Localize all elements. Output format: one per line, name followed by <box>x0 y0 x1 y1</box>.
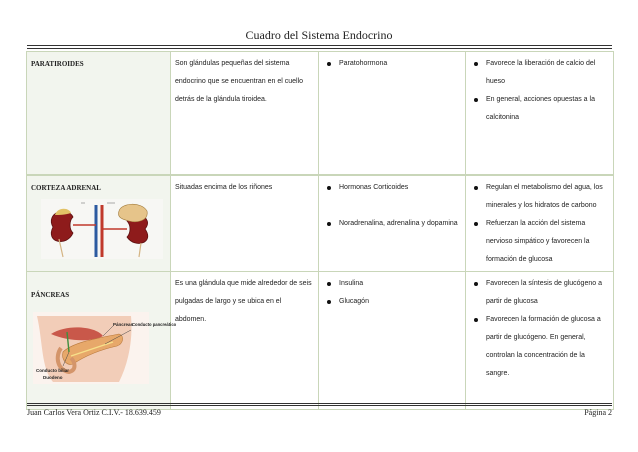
hormone-item: Glucagón <box>323 293 461 311</box>
right-adrenal-shape <box>118 204 147 221</box>
hormone-item: Insulina <box>323 275 461 293</box>
function-item: Favorecen la síntesis de glucógeno a partir de glucosa <box>470 275 609 311</box>
header-rule <box>27 45 612 46</box>
endocrine-table <box>26 51 614 410</box>
hormone-item: Paratohormona <box>323 55 461 73</box>
description-text: Es una glándula que mide alrededor de seis pulgadas de largo y se ubica en el abdomen. <box>175 280 312 323</box>
hormone-item: Noradrenalina, adrenalina y dopamina <box>323 215 461 233</box>
description-cell <box>171 175 319 272</box>
organ-cell <box>27 175 171 272</box>
hormones-cell <box>319 272 466 410</box>
organ-name: CORTEZA ADRENAL <box>31 184 101 192</box>
page-title: Cuadro del Sistema Endocrino <box>245 28 393 42</box>
function-item: En general, acciones opuestas a la calcitonina <box>470 91 609 127</box>
function-item: Refuerzan la acción del sistema nervioso simpático y favorecen la formación de glucosa <box>470 215 609 269</box>
hormones-cell <box>319 52 466 176</box>
pancreas-illustration <box>33 312 177 384</box>
footer-rule <box>27 403 612 404</box>
hormones-cell <box>319 175 466 272</box>
description-text: Situadas encima de los riñones <box>175 184 273 191</box>
description-text: Son glándulas pequeñas del sistema endocrino que se encuentran en el cuello detrás de la glándula tiroidea. <box>175 60 304 103</box>
functions-cell <box>466 175 614 272</box>
function-item: Regulan el metabolismo del agua, los minerales y los hidratos de carbono <box>470 179 609 215</box>
description-cell <box>171 272 319 410</box>
table-row-paratiroides <box>27 52 614 176</box>
function-item: Favorece la liberación de calcio del hueso <box>470 55 609 91</box>
figure-label: Duodeno <box>43 375 63 380</box>
functions-cell <box>466 52 614 176</box>
description-cell <box>171 52 319 176</box>
header-rule-thin <box>27 48 612 49</box>
table-row-pancreas <box>27 272 614 410</box>
organ-name: PÁNCREAS <box>31 291 70 299</box>
page-number: Página 2 <box>584 408 612 417</box>
function-item: Favorecen la formación de glucosa a partir de glucógeno. En general, controlan la concentración de la sangre. <box>470 311 609 383</box>
left-kidney-shape <box>51 211 73 241</box>
table-row-corteza-adrenal <box>27 175 614 272</box>
footer-rule-thin <box>27 405 612 406</box>
footer-author: Juan Carlos Vera Ortiz C.I.V.- 18.639.459 <box>27 408 161 417</box>
organ-cell <box>27 52 171 176</box>
organ-name: PARATIROIDES <box>31 60 84 68</box>
figure-label: Conducto biliar <box>36 368 69 373</box>
organ-cell <box>27 272 177 410</box>
figure-label: Conducto pancreático <box>132 322 177 327</box>
kidney-illustration <box>41 199 163 259</box>
figure-label: Páncreas <box>113 322 134 327</box>
hormone-item: Hormonas Corticoides <box>323 179 461 197</box>
functions-cell <box>466 272 614 410</box>
